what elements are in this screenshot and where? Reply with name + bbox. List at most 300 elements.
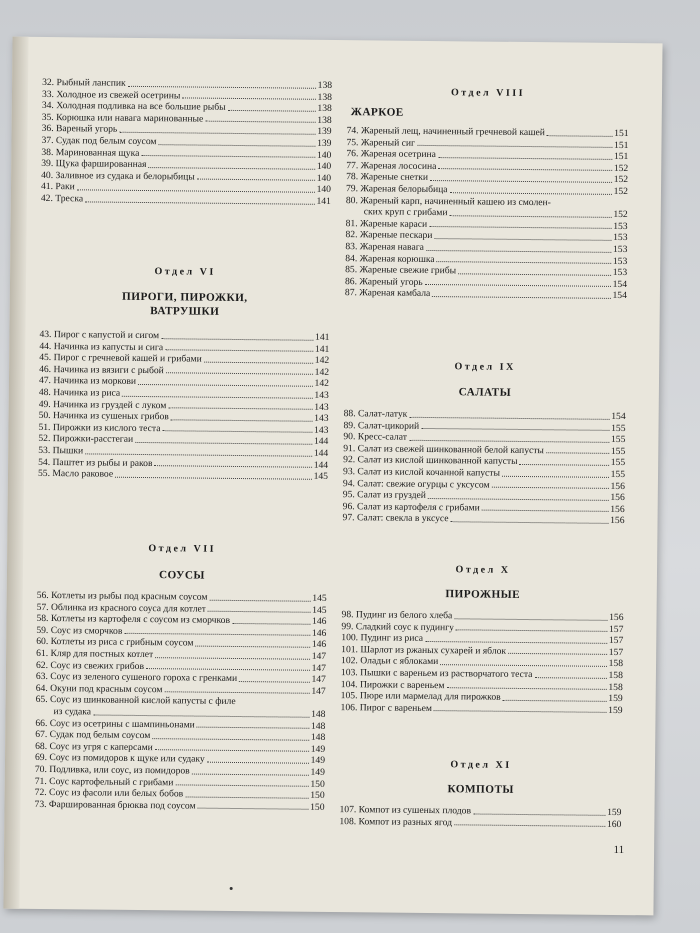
- toc-entry-number: 106.: [340, 701, 358, 714]
- dot-leader: [152, 738, 309, 741]
- toc-entry-text: Соус из фасоли или белых бобов: [49, 787, 184, 800]
- toc-entry-number: 76.: [346, 148, 359, 160]
- toc-entry-page: 154: [612, 290, 627, 302]
- toc-entry-page: 149: [310, 743, 326, 755]
- toc-entry-text: Котлеты из риса с грибным соусом: [50, 636, 194, 649]
- dot-leader: [438, 157, 612, 160]
- dot-leader: [128, 85, 316, 88]
- toc-entry-number: 92.: [343, 454, 356, 466]
- toc-entry-page: 152: [613, 185, 629, 198]
- toc-entry: [34, 799, 324, 814]
- toc-entry-number: 85.: [345, 264, 358, 276]
- toc-entry-text: Начинка из моркови: [53, 375, 137, 388]
- toc-entry-page: 147: [311, 673, 326, 686]
- toc-entry-number: 81.: [345, 217, 358, 229]
- toc-entry-number: 49.: [38, 398, 51, 410]
- dot-leader: [148, 167, 314, 170]
- toc-entry-text: Заливное из судака и белорыбицы: [55, 169, 195, 183]
- toc-entry-page: 151: [614, 127, 629, 140]
- toc-entry-title: [341, 702, 433, 715]
- toc-entry-title: [345, 229, 432, 242]
- toc-entry-page: 138: [317, 79, 333, 91]
- section-label: Отдел IX: [454, 361, 516, 373]
- toc-entry-number: 72.: [34, 786, 47, 799]
- toc-entry-title: [41, 146, 139, 159]
- toc-entry-title: [42, 77, 126, 89]
- toc-entry-number: 56.: [36, 589, 49, 602]
- dot-leader: [93, 714, 309, 717]
- dot-leader: [440, 664, 606, 667]
- section-title: ЖАРКОЕ: [350, 106, 404, 119]
- toc-entry-title: [341, 632, 423, 644]
- toc-entry-text: Салат из свежей шинкованной белой капусты: [357, 443, 544, 456]
- toc-entry-text: Жареный угорь: [359, 275, 423, 288]
- dot-leader: [503, 700, 607, 702]
- section-label: Отдел VI: [154, 266, 216, 278]
- toc-entry-text: Жареный лещ, начиненный гречневой кашей: [360, 125, 546, 139]
- toc-entry-number: 102.: [341, 655, 358, 667]
- dot-leader: [425, 641, 607, 644]
- section-6: [38, 265, 330, 483]
- toc-entry-page: 154: [612, 278, 628, 290]
- toc-entry-title: [346, 171, 428, 183]
- toc-entry-text: Шарлот из ржаных сухарей и яблок: [360, 644, 507, 657]
- toc-entry-text: Щука фаршированная: [55, 158, 147, 171]
- toc-entry-page: 143: [314, 401, 329, 413]
- toc-entry-text: Жареная навага: [359, 241, 424, 253]
- toc-entry-title: [346, 160, 436, 173]
- toc-entry-text: Жареный карп, начиненный кашею из смолен-: [360, 194, 551, 208]
- dot-leader: [454, 618, 607, 621]
- toc-entry-number: 95.: [342, 489, 355, 501]
- toc-entry-number: 78.: [346, 171, 359, 183]
- toc-entry-page: 157: [608, 646, 624, 658]
- toc-entry-text: Соус из шинкованной кислой капусты с филе: [49, 694, 236, 708]
- toc-entry-page: 138: [317, 91, 333, 103]
- dot-leader: [534, 677, 606, 679]
- toc-entry-page: 152: [613, 174, 629, 186]
- toc-entry-page: 144: [313, 447, 329, 459]
- toc-entry-number: 32.: [42, 76, 55, 89]
- toc-entry-page: 140: [316, 184, 332, 196]
- toc-entry-title: [341, 655, 438, 668]
- dot-leader: [492, 487, 609, 489]
- toc-entry-text: Сладкий соус к пудингу: [355, 620, 454, 633]
- toc-entry-page: 156: [610, 503, 625, 515]
- toc-entry-title: [344, 408, 408, 420]
- toc-entry-page: 153: [613, 220, 628, 232]
- dot-leader: [239, 681, 309, 683]
- toc-entry: [339, 816, 621, 831]
- toc-entry-page: 146: [311, 627, 327, 639]
- toc-entry-page: 140: [316, 160, 332, 173]
- section-title: СОУСЫ: [158, 569, 205, 582]
- toc-entry-text: Оладьи с яблоками: [360, 655, 439, 668]
- toc-entry-number: 91.: [343, 442, 356, 455]
- toc-entry-page: 145: [312, 592, 327, 604]
- toc-entry-title: [346, 183, 448, 196]
- dot-leader: [138, 384, 313, 387]
- toc-entry-page: 141: [315, 331, 330, 343]
- toc-entry-title: [346, 137, 415, 149]
- dot-leader: [159, 144, 316, 147]
- toc-entry: [345, 287, 627, 302]
- dot-leader: [458, 273, 611, 276]
- dot-leader: [182, 98, 315, 100]
- toc-entry-page: 140: [316, 172, 332, 184]
- toc-entry-number: 107.: [339, 804, 357, 816]
- toc-entry-number: 46.: [39, 363, 52, 375]
- toc-entry-title: [346, 218, 428, 230]
- toc-entry-text: Жареная лососина: [360, 160, 437, 172]
- toc-entry-title: [343, 420, 419, 432]
- toc-entry-number: 100.: [341, 632, 359, 644]
- dot-leader: [155, 749, 309, 752]
- book-page: [3, 37, 662, 916]
- toc-entry-number: 52.: [38, 433, 51, 445]
- dot-leader: [429, 226, 611, 229]
- toc-entry-number: 103.: [340, 667, 358, 679]
- toc-entry-page: 141: [314, 343, 330, 355]
- dot-leader: [124, 633, 310, 636]
- toc-entry-text: Салат-цикорий: [357, 419, 420, 432]
- toc-entry-text: Холодная подливка на все большие рыбы: [56, 100, 226, 114]
- toc-entry-page: 152: [613, 209, 628, 221]
- toc-entry-text: Соус из сморчков: [50, 624, 123, 637]
- toc-entry-text: Пирог с гречневой кашей и грибами: [53, 352, 202, 365]
- toc-entry-text: Соус из помидоров к щуке или судаку: [49, 752, 205, 765]
- dot-leader: [197, 727, 309, 729]
- toc-entry-page: 141: [316, 195, 331, 207]
- toc-entry-page: 154: [611, 410, 626, 423]
- dot-leader: [456, 629, 607, 632]
- toc-entry-title: [345, 253, 435, 266]
- toc-entry-number: 61.: [36, 647, 49, 659]
- section-title: КОМПОТЫ: [447, 783, 515, 796]
- toc-entry-text: Салат: свекла в уксусе: [356, 512, 449, 525]
- toc-entry-number: 57.: [36, 601, 49, 613]
- toc-entry-text: Паштет из рыбы и раков: [52, 456, 153, 469]
- toc-entry-number: 53.: [38, 444, 51, 456]
- dot-leader: [454, 824, 605, 827]
- section-title: САЛАТЫ: [458, 386, 512, 399]
- dot-leader: [161, 338, 313, 341]
- toc-entry-page: 155: [611, 422, 626, 434]
- toc-entry-text: Соус из свежих грибов: [50, 659, 145, 672]
- toc-entry-text: Жареная корюшка: [359, 252, 435, 265]
- toc-entry-title: [342, 512, 448, 525]
- toc-entry-text: Раки: [55, 181, 75, 193]
- toc-list-fish: [41, 77, 332, 208]
- dot-leader: [428, 498, 608, 501]
- toc-entry-page: 155: [610, 457, 626, 469]
- toc-entry-page: 155: [610, 434, 626, 446]
- dot-leader: [166, 373, 313, 376]
- toc-entry-text: Пирог с капустой и сигом: [53, 329, 160, 342]
- toc-entry-number: 86.: [344, 275, 358, 287]
- toc-entry-page: 146: [311, 639, 327, 651]
- toc-entry-text: Соус из зеленого сушеного гороха с гренками: [50, 671, 238, 685]
- toc-entry-text: Кляр для постных котлет: [50, 648, 154, 661]
- toc-entry-text: Компот из разных ягод: [358, 815, 453, 828]
- dot-leader: [446, 687, 606, 690]
- dot-leader: [426, 249, 611, 252]
- toc-entry-page: 159: [607, 806, 622, 819]
- toc-entry-title: [345, 287, 431, 299]
- toc-entry-text: Фаршированная брюква под соусом: [48, 798, 196, 812]
- toc-entry-title: [38, 445, 83, 457]
- toc-entry-number: 67.: [35, 729, 48, 741]
- toc-entry-page: 148: [310, 731, 326, 744]
- dot-leader: [508, 653, 607, 655]
- toc-entry-title: [343, 489, 426, 501]
- toc-entry: [342, 512, 624, 527]
- toc-entry-number: 58.: [36, 613, 49, 625]
- dot-leader: [155, 657, 309, 660]
- toc-entry-number: 98.: [341, 609, 354, 621]
- dot-leader: [146, 668, 310, 671]
- dot-leader: [154, 465, 311, 468]
- toc-entry-title: [41, 181, 75, 193]
- toc-entry-page: 139: [317, 137, 332, 149]
- dot-leader: [162, 431, 312, 434]
- dot-leader: [434, 238, 611, 241]
- toc-entry-text: Жареные караси: [359, 218, 428, 230]
- toc-entry-title: [345, 241, 424, 253]
- toc-entry-number: 40.: [41, 169, 54, 181]
- toc-entry-number: 97.: [342, 512, 355, 524]
- toc-entry-number: 79.: [345, 183, 359, 195]
- toc-entry-page: 156: [609, 611, 624, 624]
- toc-entry-title: [34, 799, 195, 812]
- toc-entry-number: 33.: [41, 88, 55, 100]
- toc-entry-text: Салат из картофеля с грибами: [357, 501, 480, 514]
- toc-entry-number: 75.: [346, 136, 359, 148]
- toc-entry-title: [346, 148, 436, 161]
- toc-entry-page: 152: [613, 162, 629, 174]
- toc-entry-page: 147: [311, 650, 327, 662]
- toc-entry-number: 47.: [38, 375, 52, 387]
- toc-entry-number: 65.: [35, 694, 48, 706]
- section-label: Отдел VII: [148, 543, 217, 555]
- toc-entry-page: 151: [614, 139, 629, 151]
- toc-entry-number: 36.: [41, 123, 54, 135]
- dot-leader: [473, 813, 605, 815]
- toc-entry-page: 147: [311, 662, 327, 674]
- toc-entry-text: Жареная белорыбица: [360, 183, 448, 196]
- toc-entry-page: 146: [312, 615, 327, 628]
- toc-entry-text: Облинка из красного соуса для котлет: [50, 601, 207, 615]
- toc-entry-title: [36, 683, 163, 696]
- toc-entry-number: 41.: [40, 181, 54, 193]
- dot-leader: [185, 796, 308, 798]
- toc-entry-text: Жареный сиг: [360, 136, 416, 149]
- toc-entry-title: [345, 276, 423, 288]
- toc-entry: [341, 702, 623, 717]
- dot-leader: [502, 475, 609, 477]
- toc-list-compotes: [339, 804, 621, 830]
- toc-entry: [41, 193, 331, 208]
- toc-entry-number: 43.: [39, 328, 52, 341]
- toc-entry-text: Пирожки из кислого теста: [52, 421, 161, 434]
- dot-leader: [205, 121, 315, 123]
- section-title-line2: ВАТРУШКИ: [150, 305, 220, 318]
- toc-entry-number: 89.: [343, 419, 356, 431]
- dot-leader: [232, 623, 310, 625]
- toc-entry-number: 34.: [41, 100, 54, 112]
- toc-list-salads: [342, 408, 625, 527]
- section-label: Отдел X: [455, 564, 511, 576]
- toc-entry-title: [36, 625, 122, 637]
- dot-leader: [546, 453, 609, 455]
- toc-entry-text: Салат из груздей: [357, 489, 427, 502]
- toc-entry-number: 51.: [38, 421, 51, 433]
- toc-entry-number: 84.: [345, 252, 358, 264]
- toc-entry-page: 150: [310, 801, 325, 813]
- toc-entry-number: 68.: [35, 740, 48, 752]
- dot-leader: [192, 773, 309, 775]
- toc-entry-page: 142: [314, 378, 330, 390]
- dot-leader: [168, 407, 312, 410]
- toc-entry-number: 104.: [340, 678, 358, 690]
- toc-entry-text: Пудинг из риса: [360, 632, 424, 645]
- toc-entry-number: 69.: [34, 752, 48, 764]
- section-11: [339, 758, 622, 830]
- toc-entry-page: 138: [317, 103, 332, 115]
- toc-entry-text: Начинка из сушеных грибов: [52, 410, 169, 423]
- dot-leader: [421, 428, 609, 431]
- toc-list-pies: [38, 329, 330, 483]
- toc-entry-text-cont: из судака: [53, 706, 92, 718]
- dot-leader: [197, 179, 315, 181]
- toc-entry-text: Жареная камбала: [359, 287, 431, 300]
- toc-entry-page: 158: [608, 669, 623, 682]
- toc-entry-page: 159: [608, 693, 623, 705]
- toc-entry-number: 70.: [34, 763, 47, 775]
- toc-entry-text: Пирог с вареньем: [359, 702, 433, 714]
- dot-leader: [85, 201, 314, 204]
- toc-entry-text: Пюре или мармелад для пирожков: [359, 690, 501, 703]
- toc-entry-number: 38.: [41, 146, 54, 158]
- toc-entry-number: 71.: [34, 775, 47, 787]
- toc-entry-text: Рыбный ланспик: [56, 77, 126, 89]
- toc-entry-text: Холодное из свежей осетрины: [56, 88, 181, 101]
- dot-leader: [228, 110, 316, 112]
- toc-entry-text: Пудинг из белого хлеба: [355, 609, 453, 622]
- toc-entry-text: Начинка из груздей с луком: [53, 398, 167, 411]
- toc-entry-text: Соус из угря с каперсами: [49, 740, 153, 753]
- section-title: ПИРОЖНЫЕ: [445, 588, 521, 601]
- dot-leader: [547, 135, 612, 137]
- toc-entry-text: Кресс-салат: [357, 431, 407, 443]
- dot-leader: [409, 416, 609, 419]
- dot-leader: [171, 419, 312, 421]
- toc-entry-page: 158: [608, 658, 624, 670]
- dot-leader: [450, 192, 612, 195]
- toc-entry-page: 150: [310, 778, 325, 790]
- toc-entry-number: 105.: [340, 690, 358, 702]
- page-number: 11: [613, 843, 625, 857]
- section-8: [345, 86, 629, 302]
- dot-leader: [409, 440, 609, 443]
- toc-entry-page: 144: [313, 436, 329, 448]
- dot-leader: [119, 132, 315, 135]
- toc-entry-text: Пышки с вареньем из растворчатого теста: [360, 667, 533, 681]
- dot-leader: [417, 145, 612, 148]
- toc-entry-text: Маринованная щука: [55, 146, 140, 159]
- toc-entry-text: Подливка, или соус, из помидоров: [49, 763, 190, 777]
- toc-entry-number: 108.: [339, 815, 357, 827]
- dot-leader: [434, 710, 606, 713]
- toc-entry-number: 99.: [341, 620, 354, 632]
- toc-entry-text: Судак под белым соусом: [55, 135, 157, 148]
- toc-entry-page: 148: [311, 708, 326, 720]
- toc-entry-page: 148: [310, 720, 326, 732]
- toc-entry-page: 153: [613, 232, 628, 244]
- toc-entry-number: 74.: [346, 125, 359, 137]
- toc-entry-text: Котлеты из рыбы под красным соусом: [51, 590, 208, 603]
- toc-list-sauces: [34, 590, 326, 813]
- toc-entry-number: 66.: [35, 717, 48, 729]
- toc-entry-page: 156: [610, 515, 625, 527]
- toc-list-roast: [345, 125, 629, 302]
- toc-entry-page: 159: [608, 704, 623, 716]
- toc-entry-number: 88.: [343, 408, 356, 420]
- toc-entry-text: Начинка из риса: [53, 387, 121, 399]
- toc-entry-number: 39.: [41, 158, 54, 170]
- toc-entry-text: Соус картофельный с грибами: [49, 775, 174, 788]
- section-label: Отдел XI: [450, 759, 512, 771]
- section-title-line1: ПИРОГИ, ПИРОЖКИ,: [122, 290, 248, 305]
- toc-entry-number: 54.: [38, 456, 51, 468]
- dot-leader: [122, 395, 312, 398]
- toc-entry-page: 145: [313, 470, 329, 483]
- toc-entry-page: 140: [316, 149, 332, 161]
- toc-entry-number: 48.: [38, 386, 51, 399]
- toc-entry-number: 96.: [342, 500, 355, 512]
- toc-entry-text: Треска: [55, 193, 84, 205]
- dot-leader: [209, 599, 310, 601]
- toc-entry-page: 145: [312, 604, 327, 616]
- toc-entry-page: 142: [314, 366, 330, 378]
- toc-entry-number: 73.: [34, 798, 47, 810]
- toc-entry-page: 153: [612, 255, 628, 267]
- toc-entry-page: 147: [311, 685, 326, 697]
- dot-leader: [438, 168, 611, 171]
- toc-entry-page: 144: [313, 459, 329, 471]
- toc-entry-page: 150: [310, 789, 325, 802]
- toc-entry-text: Жареные снетки: [360, 171, 429, 184]
- toc-entry-text: Судак под белым соусом: [49, 729, 151, 742]
- toc-entry-text: Корюшка или навага маринованные: [56, 111, 204, 125]
- dot-leader: [135, 442, 312, 445]
- toc-entry-text: Масло раковое: [52, 468, 114, 480]
- dot-leader: [77, 189, 315, 192]
- dot-leader: [451, 521, 609, 524]
- dot-leader: [208, 611, 310, 613]
- toc-entry-number: 55.: [37, 468, 51, 480]
- toc-entry-text: Салат из кислой кочанной капусты: [357, 466, 501, 479]
- toc-entry-number: 93.: [342, 466, 356, 478]
- toc-entry-page: 149: [310, 755, 326, 767]
- dot-leader: [175, 784, 308, 786]
- toc-entry-number: 80.: [345, 194, 358, 206]
- dot-leader: [164, 692, 309, 695]
- toc-entry-text: Салат из кислой шинкованной капусты: [357, 454, 518, 468]
- dot-leader: [195, 646, 309, 648]
- dot-leader: [437, 261, 611, 264]
- paper-speck: [230, 887, 233, 890]
